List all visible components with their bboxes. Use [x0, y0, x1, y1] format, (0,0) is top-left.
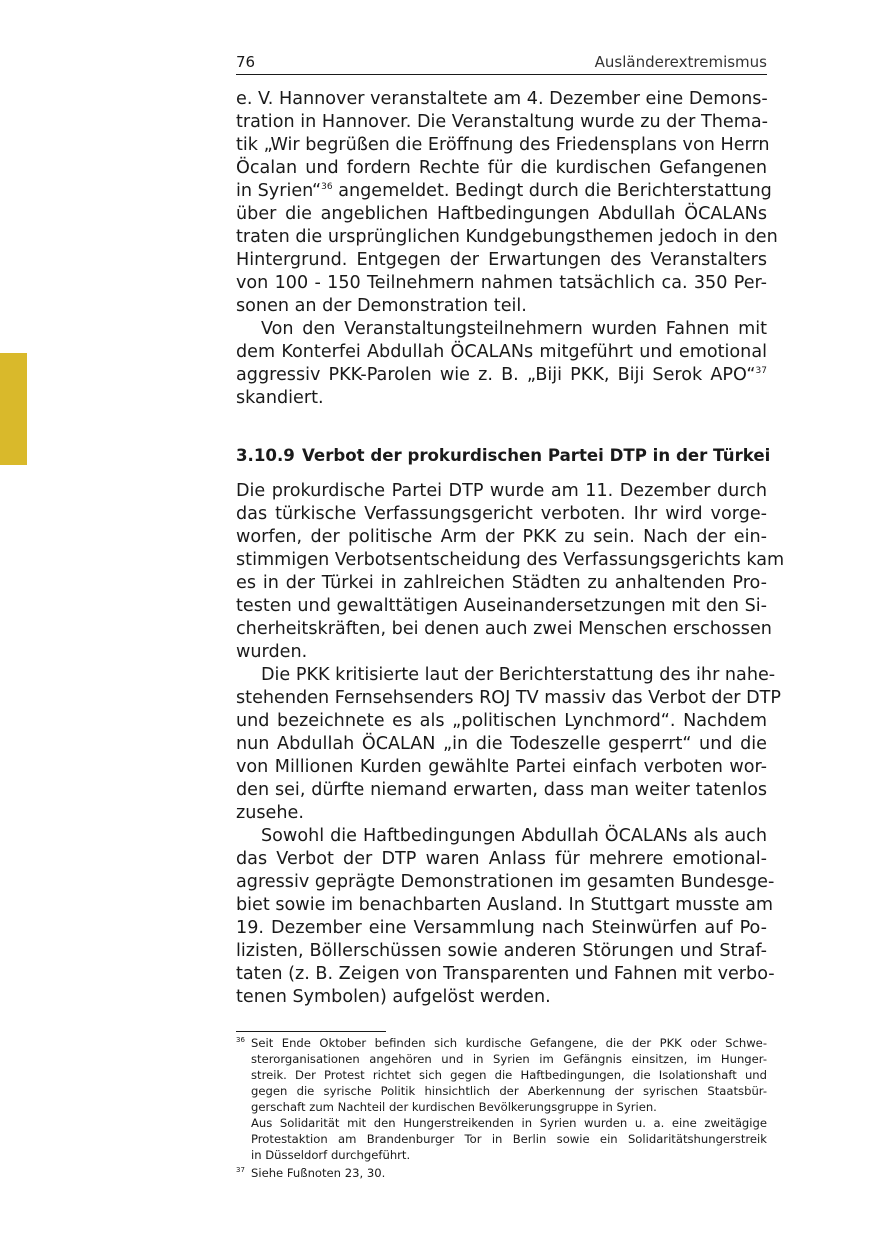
text-line: von Millionen Kurden gewählte Partei einfach verboten wor- — [236, 757, 767, 777]
footnote-line: Protestaktion am Brandenburger Tor in Berlin sowie ein Solidaritätshungerstreik — [251, 1132, 767, 1146]
running-title: Ausländerextremismus — [594, 53, 767, 71]
footnote-line: gegen die syrische Politik hinsichtlich der Aberkennung der syrischen Staatsbür- — [251, 1084, 767, 1098]
text-line: 19. Dezember eine Versammlung nach Steinwürfen auf Po- — [236, 918, 767, 938]
page-number: 76 — [236, 53, 256, 71]
chapter-thumb-tab — [0, 353, 27, 465]
text-fragment: aggressiv PKK-Parolen wie z. B. „Biji PKK, Biji Serok APO“ — [236, 365, 756, 385]
text-line: testen und gewalttätigen Auseinandersetzungen mit den Si- — [236, 596, 767, 616]
text-line: von 100 - 150 Teilnehmern nahmen tatsächlich ca. 350 Per- — [236, 273, 767, 293]
text-line: zusehe. — [236, 803, 304, 823]
footnote-line: streik. Der Protest richtet sich gegen die Haftbedingungen, die Isolationshaft und — [251, 1068, 767, 1082]
footnote-divider — [236, 1031, 386, 1032]
text-line — [236, 180, 772, 203]
section-heading — [236, 444, 771, 468]
page-header — [236, 50, 767, 75]
text-line: tenen Symbolen) aufgelöst werden. — [236, 987, 551, 1007]
footnote-line: in Düsseldorf durchgeführt. — [251, 1148, 411, 1162]
text-line: über die angeblichen Haftbedingungen Abdullah ÖCALANs — [236, 204, 767, 224]
text-line: dem Konterfei Abdullah ÖCALANs mitgeführt und emotional — [236, 342, 767, 362]
section-title: Verbot der prokurdischen Partei DTP in der Türkei — [302, 446, 771, 465]
text-line: Die PKK kritisierte laut der Berichterstattung des ihr nahe- — [261, 665, 776, 685]
text-line: Öcalan und fordern Rechte für die kurdischen Gefangenen — [236, 158, 767, 178]
text-line: es in der Türkei in zahlreichen Städten zu anhaltenden Pro- — [236, 573, 767, 593]
text-line: Sowohl die Haftbedingungen Abdullah ÖCALANs als auch — [261, 826, 767, 846]
text-line: worfen, der politische Arm der PKK zu sein. Nach der ein- — [236, 527, 767, 547]
text-line: tration in Hannover. Die Veranstaltung wurde zu der Thema- — [236, 112, 768, 132]
text-line: stehenden Fernsehsenders ROJ TV massiv das Verbot der DTP — [236, 688, 782, 708]
footnote-line: $^{37}$ Siehe Fußnoten 23, 30. — [236, 1166, 386, 1180]
paragraph-3 — [236, 480, 785, 664]
text-line: biet sowie im benachbarten Ausland. In Stuttgart musste am — [236, 895, 774, 915]
text-fragment: angemeldet. Bedingt durch die Berichterstattung — [332, 181, 772, 201]
paragraph-2 — [236, 318, 767, 410]
text-line: sonen an der Demonstration teil. — [236, 296, 527, 316]
text-line: Hintergrund. Entgegen der Erwartungen des Veranstalters — [236, 250, 767, 270]
text-line: stimmigen Verbotsentscheidung des Verfassungsgerichts kam — [236, 550, 785, 570]
text-fragment: Seit Ende Oktober befinden sich kurdische Gefangene, die der PKK oder Schwe- — [251, 1036, 767, 1050]
text-line: nun Abdullah ÖCALAN „in die Todeszelle gesperrt“ und die — [236, 734, 767, 754]
paragraph-4 — [236, 664, 782, 825]
text-line: den sei, dürfte niemand erwarten, dass man weiter tatenlos — [236, 780, 767, 800]
text-line: Von den Veranstaltungsteilnehmern wurden Fahnen mit — [261, 319, 767, 339]
text-line: wurden. — [236, 642, 308, 662]
footnote-36 — [236, 1035, 767, 1163]
footnote-line: gerschaft zum Nachteil der kurdischen Bevölkerungsgruppe in Syrien. — [251, 1100, 657, 1114]
text-fragment: in Syrien“ — [236, 181, 322, 201]
text-line: traten die ursprünglichen Kundgebungsthemen jedoch in den — [236, 227, 778, 247]
footnote-37 — [236, 1165, 767, 1181]
text-line: tik „Wir begrüßen die Eröffnung des Friedensplans von Herrn — [236, 135, 770, 155]
paragraph-1 — [236, 88, 778, 318]
text-line: e. V. Hannover veranstaltete am 4. Dezember eine Demons- — [236, 89, 768, 109]
footnote-ref-36[interactable]: 36 — [321, 182, 333, 192]
footnote-ref-37[interactable]: 37 — [755, 366, 767, 376]
text-fragment: Siehe Fußnoten 23, 30. — [251, 1166, 386, 1180]
text-line — [236, 364, 767, 387]
footnote-line: Aus Solidarität mit den Hungerstreikenden in Syrien wurden u. a. eine zweitägige — [251, 1116, 767, 1130]
text-line: und bezeichnete es als „politischen Lynchmord“. Nachdem — [236, 711, 767, 731]
text-line: taten (z. B. Zeigen von Transparenten und Fahnen mit verbo- — [236, 964, 775, 984]
text-line: agressiv geprägte Demonstrationen im gesamten Bundesge- — [236, 872, 775, 892]
text-line: skandiert. — [236, 388, 324, 408]
text-line: Die prokurdische Partei DTP wurde am 11. Dezember durch — [236, 481, 767, 501]
text-line: das Verbot der DTP waren Anlass für mehrere emotional- — [236, 849, 767, 869]
text-line: lizisten, Böllerschüssen sowie anderen Störungen und Straf- — [236, 941, 767, 961]
footnote-line: sterorganisationen angehören und in Syrien im Gefängnis einsitzen, im Hunger- — [251, 1052, 767, 1066]
paragraph-5 — [236, 825, 775, 1009]
footnote-line: $^{36}$ Seit Ende Oktober befinden sich kurdische Gefangene, die der PKK oder Schwe- — [236, 1036, 767, 1050]
section-number: 3.10.9 — [236, 446, 295, 465]
text-line: das türkische Verfassungsgericht verboten. Ihr wird vorge- — [236, 504, 767, 524]
text-line: cherheitskräften, bei denen auch zwei Menschen erschossen — [236, 619, 772, 639]
